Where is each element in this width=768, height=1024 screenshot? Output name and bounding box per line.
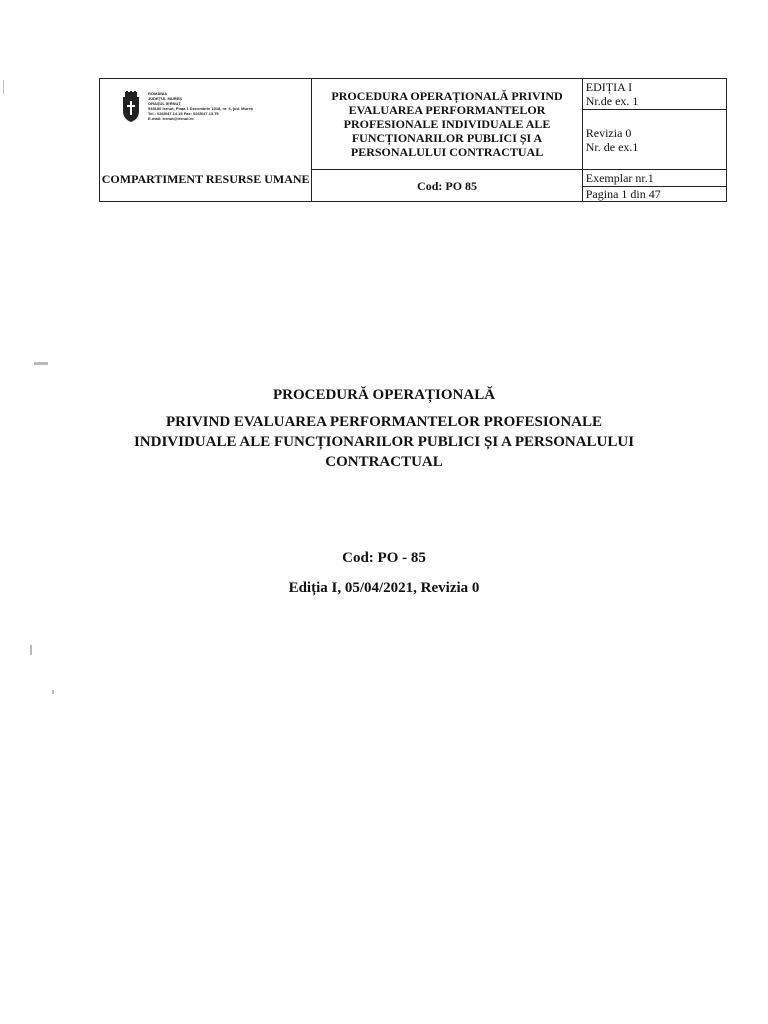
address-line: E-mail: iernut@iernut.ro	[148, 116, 194, 121]
title-line-2: PRIVIND EVALUAREA PERFORMANTELOR PROFESIONALE INDIVIDUALE ALE FUNCȚIONARILOR PUBLICI ȘI A PERSONALULUI CONTRACTUAL	[133, 414, 635, 470]
exemplar-number: Exemplar nr.1	[583, 171, 726, 187]
address-line: ROMÂNIA	[148, 91, 168, 96]
institution-address	[148, 91, 253, 121]
code-cell	[312, 170, 582, 202]
edition-cell	[582, 79, 726, 110]
document-header-table	[99, 78, 727, 202]
document-code: Cod: PO - 85	[342, 550, 426, 566]
procedure-title-cell	[312, 79, 582, 170]
scan-speck	[30, 645, 32, 655]
address-line: ORAȘUL IERNUT	[148, 101, 181, 106]
institution-logo-block	[120, 91, 253, 123]
revision-label: Revizia 0	[585, 125, 632, 140]
edition-info: Ediția I, 05/04/2021, Revizia 0	[288, 580, 480, 596]
procedure-title: PROCEDURA OPERAȚIONALĂ PRIVIND EVALUAREA PERFORMANTELOR PROFESIONALE INDIVIDUALE ALE FUNCȚIONARILOR PUBLICI ȘI A PERSONALULUI CONTRACTUAL	[331, 89, 563, 159]
scan-speck	[3, 80, 4, 94]
revision-copies: Nr. de ex.1	[585, 139, 639, 154]
address-line: JUDEȚUL MUREȘ	[148, 96, 182, 101]
revision-cell	[582, 110, 726, 170]
department-name: COMPARTIMENT RESURSE UMANE	[101, 172, 310, 186]
document-title	[0, 385, 768, 472]
page-number: Pagina 1 din 47	[585, 186, 661, 201]
exemplar-cell	[582, 170, 726, 202]
procedure-code: Cod: PO 85	[417, 178, 478, 193]
edition-label: EDIȚIA I	[585, 80, 633, 94]
institution-cell	[100, 79, 312, 202]
edition-copies: Nr.de ex. 1	[585, 94, 639, 108]
document-code-block	[0, 548, 768, 598]
coat-of-arms-icon	[120, 91, 142, 123]
title-line-1: PROCEDURĂ OPERAȚIONALĂ	[272, 387, 496, 403]
scan-speck	[52, 690, 54, 694]
address-line: Tel.: 0265/47.14.19 Fax: 0265/47.13.75	[148, 111, 219, 116]
scan-speck	[34, 362, 48, 365]
address-line: 545100 Iernut, Piața 1 Decembrie 1918, nr. 6, jud. Mureș	[148, 106, 253, 111]
